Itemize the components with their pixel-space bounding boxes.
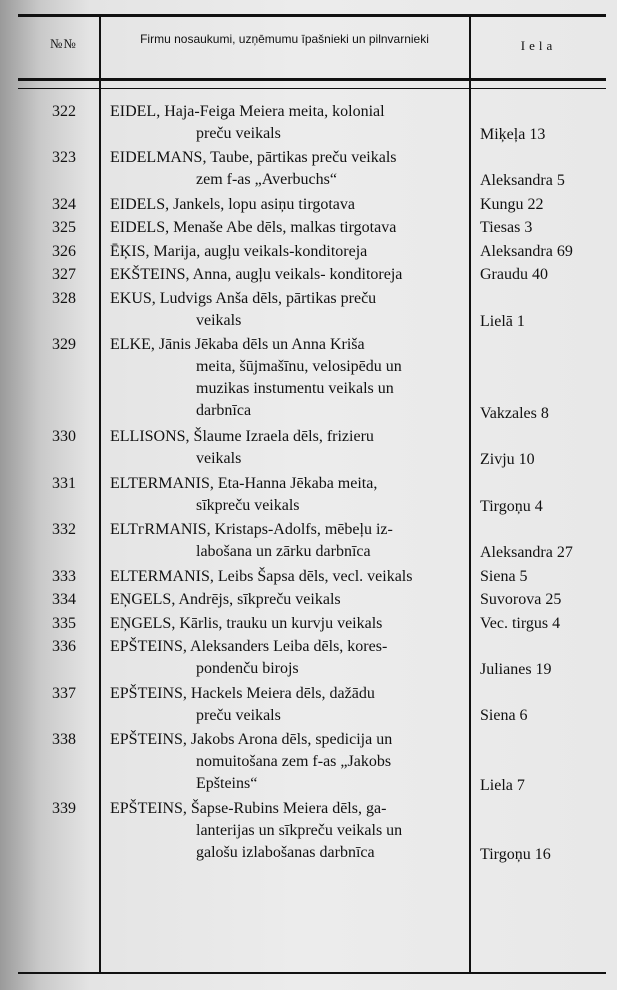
entry-street: Kungu 22 — [480, 195, 544, 213]
entry-street: Aleksandra 27 — [480, 544, 573, 562]
entry-number: 329 — [52, 336, 76, 354]
entry-number: 326 — [52, 242, 76, 260]
entry-number: 337 — [52, 684, 76, 702]
entry-name — [110, 264, 460, 286]
entry-name — [110, 101, 460, 145]
entry-number: 333 — [52, 567, 76, 585]
entry-street: Tirgoņu 16 — [480, 845, 551, 863]
entry-name-line: meita, šūjmašīnu, velosipēdu un — [196, 358, 402, 376]
entry-name-line: Epšteins“ — [196, 774, 258, 792]
entry-name-line: ELLISONS, Šlaume Izraela dēls, frizieru — [110, 428, 374, 446]
entry-name-line: veikals — [196, 450, 242, 468]
entry-name-line: EIDELMANS, Taube, pārtikas preču veikals — [110, 149, 397, 167]
entry-name — [110, 426, 460, 470]
header-number: №№ — [50, 36, 77, 51]
entry-number: 324 — [52, 195, 76, 213]
entry-name-line: EIDEL, Haja-Feiga Meiera meita, kolonial — [110, 103, 385, 120]
entry-name-line: galošu izlabošanas darbnīca — [196, 844, 375, 862]
entry-street: Vakzales 8 — [480, 404, 549, 422]
entry-name — [110, 683, 460, 727]
entry-name-line: EKŠTEINS, Anna, augļu veikals- konditoreja — [110, 266, 403, 284]
entry-name-line: ĒĶIS, Marija, augļu veikals-konditoreja — [110, 242, 368, 260]
entry-number: 336 — [52, 638, 76, 656]
entry-name-line: EPŠTEINS, Hackels Meiera dēls, dažādu — [110, 684, 375, 702]
entry-number: 332 — [52, 521, 76, 539]
entry-name-line: preču veikals — [196, 125, 281, 142]
entry-name-line: sīkpreču veikals — [196, 496, 300, 514]
entry-street: Liela 7 — [480, 776, 525, 794]
top-rule — [18, 14, 606, 17]
entry-street: Lielā 1 — [480, 312, 525, 330]
entry-street: Tirgoņu 4 — [480, 497, 543, 515]
entry-name — [110, 519, 460, 563]
column-divider-left — [99, 14, 101, 974]
entry-name-line: ELKE, Jānis Jēkaba dēls un Anna Kriša — [110, 336, 365, 354]
entry-number: 327 — [52, 266, 76, 284]
entry-name-line: zem f-as „Averbuchs“ — [196, 171, 337, 189]
entry-name-line: darbnīca — [196, 402, 252, 420]
entry-name — [110, 217, 460, 239]
entry-name — [110, 473, 460, 517]
entry-name — [110, 566, 460, 588]
entry-name-line: ELTᴦRMANIS, Kristaps-Adolfs, mēbeļu iz- — [110, 521, 393, 539]
entry-number: 328 — [52, 289, 76, 307]
entry-name-line: labošana un zārku darbnīca — [196, 543, 371, 561]
entry-street: Aleksandra 5 — [480, 172, 565, 190]
entry-street: Miķeļa 13 — [480, 125, 546, 143]
entry-name-line: pondenču birojs — [196, 660, 299, 678]
entry-name-line: EPŠTEINS, Jakobs Arona dēls, spedicija un — [110, 730, 393, 748]
header-name: Firmu nosaukumi, uzņēmumu īpašnieki un pilnvarnieki — [140, 32, 429, 46]
entry-name-line: EPŠTEINS, Aleksanders Leiba dēls, kores- — [110, 638, 388, 656]
entry-number: 338 — [52, 730, 76, 748]
entry-name-line: muzikas instumentu veikals un — [196, 380, 394, 398]
column-divider-right — [469, 14, 471, 974]
entry-name-line: EŅGELS, Andrējs, sīkpreču veikals — [110, 591, 341, 609]
entry-name-line: EIDELS, Menaše Abe dēls, malkas tirgotava — [110, 219, 397, 237]
header-thin-rule — [18, 88, 606, 89]
entry-name-line: EPŠTEINS, Šapse-Rubins Meiera dēls, ga- — [110, 800, 387, 818]
entry-name — [110, 241, 460, 263]
entry-street: Vec. tirgus 4 — [480, 614, 561, 632]
entry-street: Siena 6 — [480, 707, 528, 725]
header-bottom-rule — [18, 78, 606, 81]
entry-number: 325 — [52, 219, 76, 237]
entry-street: Siena 5 — [480, 567, 528, 585]
entry-street: Graudu 40 — [480, 266, 548, 284]
entry-name-line: ELTERMANIS, Leibs Šapsa dēls, vecl. veikals — [110, 567, 413, 585]
entry-street: Aleksandra 69 — [480, 242, 573, 260]
entry-number: 335 — [52, 614, 76, 632]
entry-name-line: lanterijas un sīkpreču veikals un — [196, 822, 403, 840]
entry-street: Tiesas 3 — [480, 219, 533, 237]
entry-number: 330 — [52, 428, 76, 446]
entry-name-line: EIDELS, Jankels, lopu asiņu tirgotava — [110, 195, 355, 213]
entry-name — [110, 334, 460, 422]
entry-name-line: veikals — [196, 311, 242, 329]
entry-name-line: EKUS, Ludvigs Anša dēls, pārtikas preču — [110, 289, 377, 307]
entry-name-line: ELTERMANIS, Eta-Hanna Jēkaba meita, — [110, 474, 378, 492]
entry-street: Suvorova 25 — [480, 591, 562, 609]
entry-name — [110, 288, 460, 332]
entry-number: 339 — [52, 800, 76, 818]
entry-name — [110, 798, 460, 864]
entry-name — [110, 589, 460, 611]
entry-name-line: EŅGELS, Kārlis, trauku un kurvju veikals — [110, 614, 383, 632]
entry-name-line: nomuitošana zem f-as „Jakobs — [196, 752, 392, 770]
entry-name — [110, 613, 460, 635]
entry-number: 322 — [52, 103, 76, 120]
entry-name — [110, 147, 460, 191]
entry-name — [110, 729, 460, 795]
entry-street: Julianes 19 — [480, 660, 552, 678]
entry-name — [110, 194, 460, 216]
entry-number: 331 — [52, 474, 76, 492]
entry-street: Zivju 10 — [480, 451, 535, 469]
entry-name-line: preču veikals — [196, 706, 281, 724]
entry-number: 334 — [52, 591, 76, 609]
entry-name — [110, 636, 460, 680]
header-street: Iela — [520, 38, 557, 53]
entry-number: 323 — [52, 149, 76, 167]
bottom-rule — [18, 972, 606, 974]
